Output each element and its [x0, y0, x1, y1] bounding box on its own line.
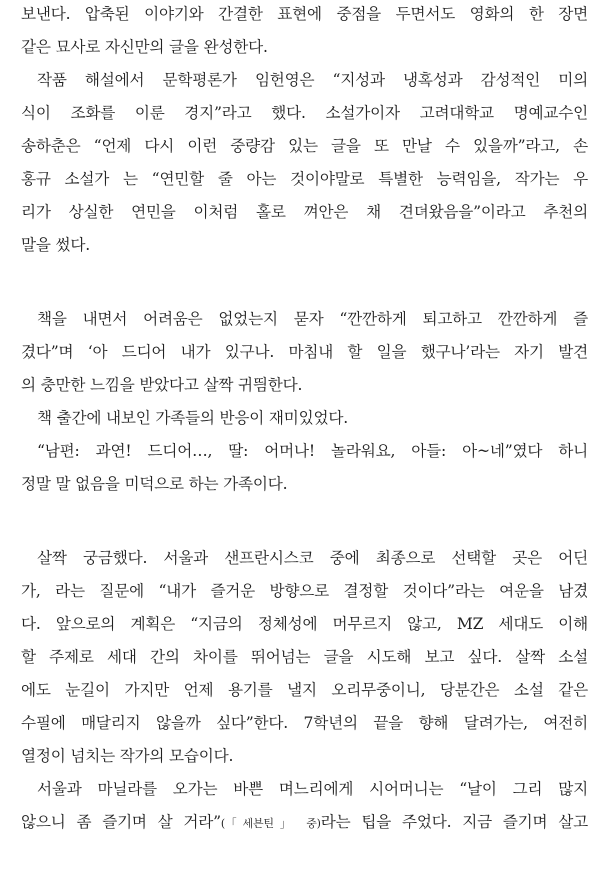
text-line: 식이 조화를 이룬 경지”라고 했다. 소설가이자 고려대학교 명예교수인 [21, 104, 588, 122]
text-line: 같은 묘사로 자신만의 글을 완성한다. [21, 38, 268, 56]
source-citation: (「세븐틴」 중) [220, 817, 321, 830]
text-line: 정말 말 없음을 미덕으로 하는 가족이다. [21, 475, 288, 493]
text-fragment: 라는 팁을 주었다. 지금 즐기며 살고 [320, 813, 588, 831]
text-line: 의 충만한 느낌을 받았다고 살짝 귀띔한다. [21, 376, 303, 394]
text-line: 열정이 넘치는 작가의 모습이다. [21, 747, 234, 765]
text-line: 홍규 소설가 는 “연민할 줄 아는 것이야말로 특별한 능력임을, 작가는 우 [21, 170, 588, 188]
text-line: 다. 앞으로의 계획은 “지금의 정체성에 머무르지 않고, MZ 세대도 이해 [21, 615, 588, 633]
text-line: 겼다”며 ‘아 드디어 내가 있구나. 마침내 할 일을 했구나’라는 자기 발견 [21, 343, 588, 361]
text-line-final [0, 811, 610, 833]
text-line: 책을 내면서 어려움은 없었는지 묻자 “깐깐하게 퇴고하고 깐깐하게 즐 [37, 310, 588, 328]
text-line: 리가 상실한 연민을 이처럼 홀로 껴안은 채 견뎌왔음을”이라고 추천의 [21, 203, 588, 221]
text-line: 말을 썼다. [21, 236, 90, 254]
text-line: 송하춘은 “언제 다시 이런 중량감 있는 글을 또 만날 수 있을까”라고, 손 [21, 137, 588, 155]
text-line: 책 출간에 내보인 가족들의 반응이 재미있었다. [37, 409, 348, 427]
text-line: 가, 라는 질문에 “내가 즐거운 방향으로 결정할 것이다”라는 여운을 남겼 [21, 582, 588, 600]
text-line: 수필에 매달리지 않을까 싶다”한다. 7학년의 끝을 향해 달려가는, 여전히 [21, 714, 588, 732]
text-line: 에도 눈길이 가지만 언제 용기를 낼지 오리무중이니, 당분간은 소설 같은 [21, 681, 588, 699]
text-line: “남편: 과연! 드디어…, 딸: 어머나! 놀라워요, 아들: 아~네”였다 하니 [37, 442, 588, 460]
text-line: 살짝 궁금했다. 서울과 샌프란시스코 중에 최종으로 선택할 곳은 어딘 [37, 549, 588, 567]
text-line: 서울과 마닐라를 오가는 바쁜 며느리에게 시어머니는 “날이 그리 많지 [37, 780, 588, 798]
text-fragment: 않으니 좀 즐기며 살 거라” [21, 813, 221, 831]
text-line: 작품 해설에서 문학평론가 임헌영은 “지성과 냉혹성과 감성적인 미의 [37, 71, 588, 89]
text-line: 보낸다. 압축된 이야기와 간결한 표현에 중점을 두면서도 영화의 한 장면 [21, 5, 588, 23]
text-line: 할 주제로 세대 간의 차이를 뛰어넘는 글을 시도해 보고 싶다. 살짝 소설 [21, 648, 588, 666]
